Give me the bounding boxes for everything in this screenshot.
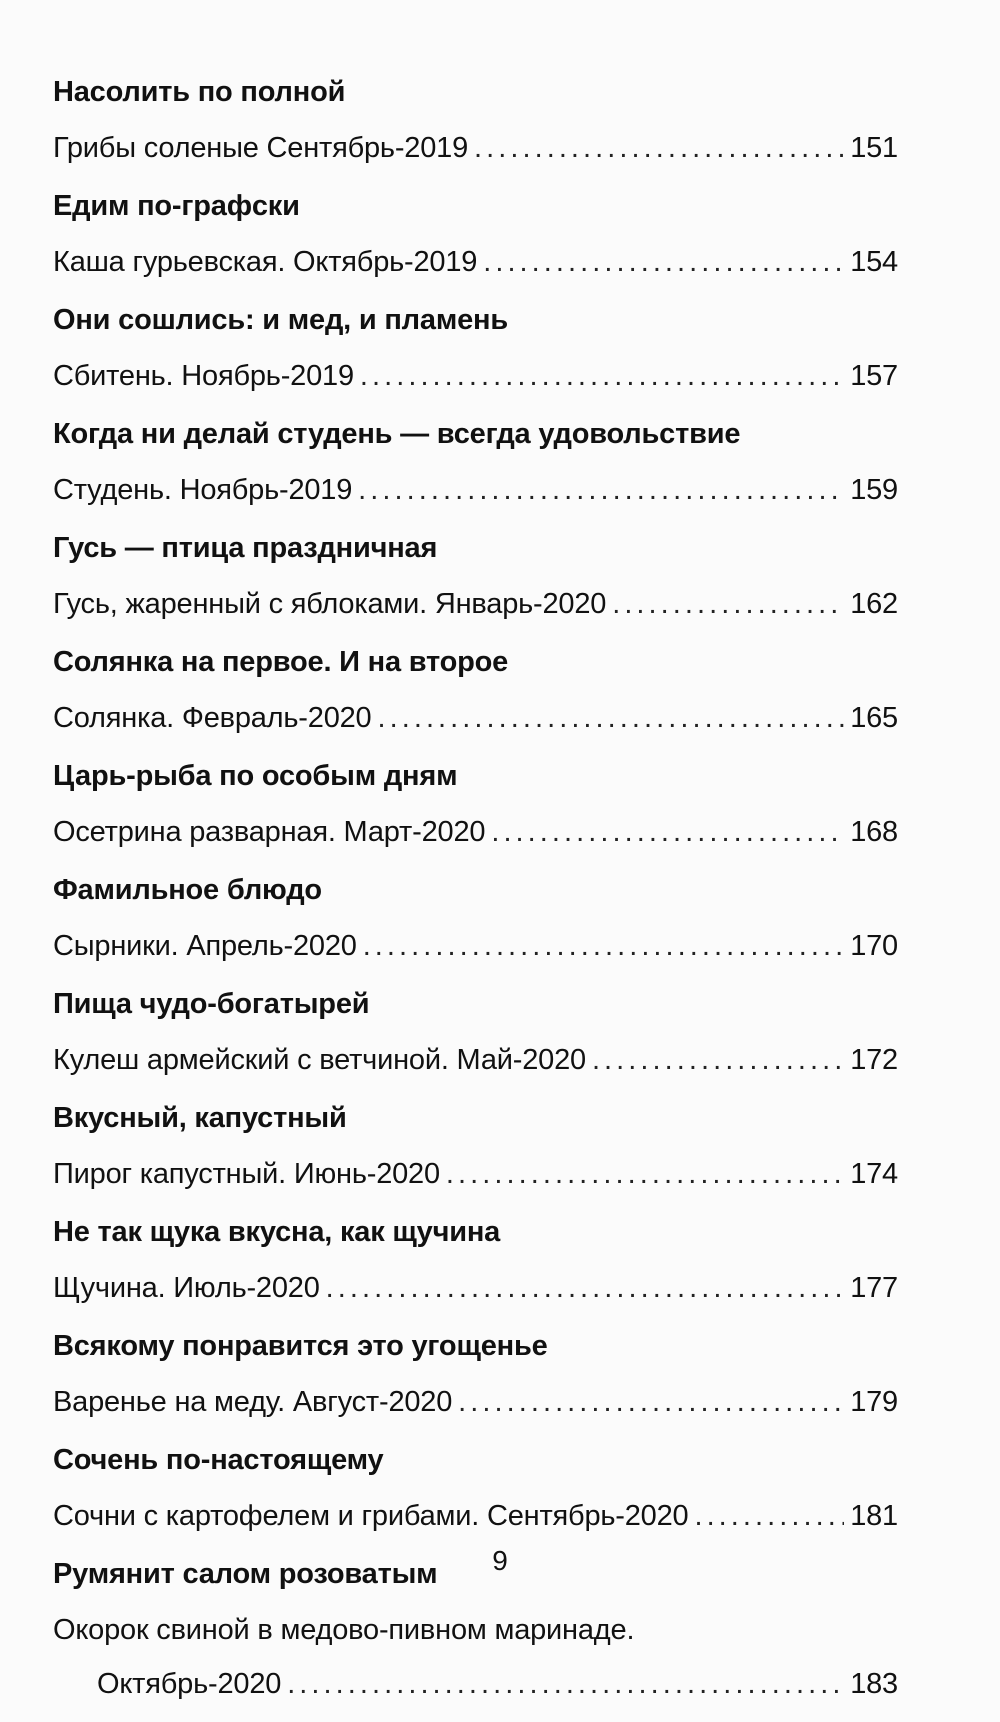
dot-leader [694,1496,844,1536]
toc-entry [53,300,898,396]
page-ref: 177 [850,1272,898,1304]
toc-line [53,1382,898,1422]
recipe-title: Варенье на меду. Август-2020 [53,1386,453,1418]
toc-entry [53,414,898,510]
dot-leader [612,584,844,624]
toc-line [53,1496,898,1536]
toc-line [53,698,898,738]
dot-leader [287,1664,844,1704]
section-heading: Они сошлись: и мед, и пламень [53,304,508,336]
dot-leader [360,356,844,396]
section-heading: Румянит салом розоватым [53,1558,438,1590]
recipe-title: Осетрина разварная. Март-2020 [53,816,486,848]
page-ref: 172 [850,1044,898,1076]
recipe-title: Сочни с картофелем и грибами. Сентябрь-2020 [53,1500,689,1532]
page-ref: 170 [850,930,898,962]
toc-entry [53,1326,898,1422]
toc-entry [53,870,898,966]
toc-entry [53,984,898,1080]
toc-entry [53,528,898,624]
toc-entry [53,1098,898,1194]
section-heading: Вкусный, капустный [53,1102,347,1134]
section-heading: Солянка на первое. И на второе [53,646,509,678]
toc-entry [53,1212,898,1308]
dot-leader [446,1154,844,1194]
recipe-title: Грибы соленые Сентябрь-2019 [53,132,469,164]
toc-line [53,242,898,282]
toc-entry [53,642,898,738]
dot-leader [491,812,844,852]
recipe-title: Каша гурьевская. Октябрь-2019 [53,246,478,278]
toc-line [53,128,898,168]
toc-line [53,470,898,510]
recipe-title: Пирог капустный. Июнь-2020 [53,1158,440,1190]
dot-leader [474,128,844,168]
dot-leader [363,926,845,966]
page-ref: 159 [850,474,898,506]
recipe-title-continuation: Октябрь-2020 [97,1668,282,1700]
recipe-title: Сырники. Апрель-2020 [53,930,357,962]
page-ref: 162 [850,588,898,620]
section-heading: Царь-рыба по особым дням [53,760,458,792]
page-ref: 168 [850,816,898,848]
toc-entry [53,1440,898,1536]
recipe-title: Сбитень. Ноябрь-2019 [53,360,354,392]
page-ref: 165 [850,702,898,734]
dot-leader [592,1040,844,1080]
toc-line [53,812,898,852]
dot-leader [326,1268,845,1308]
section-heading: Пища чудо-богатырей [53,988,370,1020]
recipe-title: Гусь, жаренный с яблоками. Январь-2020 [53,588,607,620]
toc-entry [53,72,898,168]
section-heading: Сочень по-настоящему [53,1444,384,1476]
toc-line [53,1664,898,1704]
page-number: 9 [492,1545,508,1576]
section-heading: Насолить по полной [53,76,346,108]
toc-line [53,356,898,396]
toc-entry [53,186,898,282]
toc-line [53,1040,898,1080]
page-ref: 181 [850,1500,898,1532]
recipe-title: Солянка. Февраль-2020 [53,702,372,734]
recipe-title: Кулеш армейский с ветчиной. Май-2020 [53,1044,586,1076]
toc-line [53,584,898,624]
recipe-title: Окорок свиной в медово-пивном маринаде. [53,1614,635,1646]
dot-leader [483,242,844,282]
table-of-contents [53,72,898,1722]
toc-line [53,1268,898,1308]
section-heading: Когда ни делай студень — всегда удовольствие [53,418,741,450]
toc-entry [53,756,898,852]
recipe-title: Щучина. Июль-2020 [53,1272,320,1304]
toc-line [53,1154,898,1194]
section-heading: Всякому понравится это угощенье [53,1330,548,1362]
page-ref: 151 [850,132,898,164]
page-ref: 157 [850,360,898,392]
page-ref: 154 [850,246,898,278]
page-ref: 183 [850,1668,898,1700]
dot-leader [358,470,844,510]
page-ref: 179 [850,1386,898,1418]
page-ref: 174 [850,1158,898,1190]
toc-line [53,926,898,966]
section-heading: Фамильное блюдо [53,874,322,906]
recipe-title: Студень. Ноябрь-2019 [53,474,353,506]
section-heading: Не так щука вкусна, как щучина [53,1216,501,1248]
dot-leader [458,1382,844,1422]
section-heading: Гусь — птица праздничная [53,532,438,564]
section-heading: Едим по-графски [53,190,300,222]
dot-leader [377,698,844,738]
